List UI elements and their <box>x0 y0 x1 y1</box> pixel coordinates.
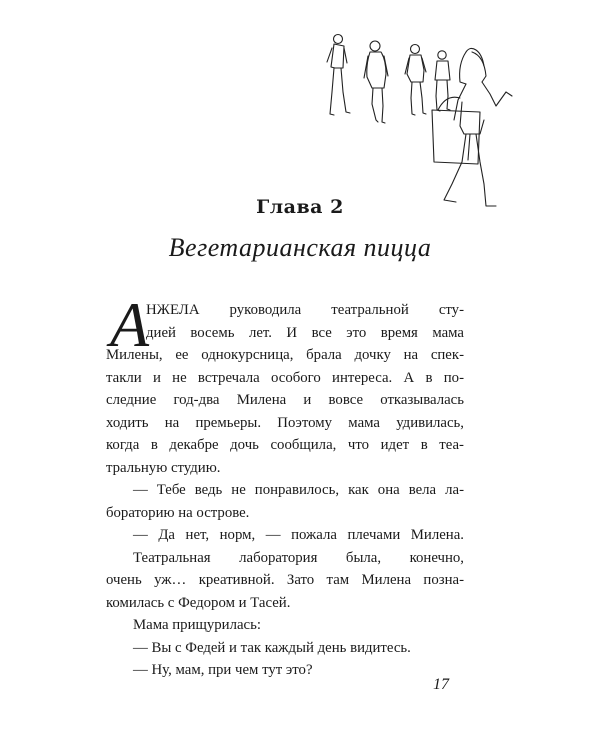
person-figure-1 <box>327 35 350 116</box>
text-line-16: — Вы с Федей и так каждый день видитесь. <box>133 639 411 656</box>
chapter-title: Вегетарианская пицца <box>168 233 432 262</box>
text-line-3: Милены, ее однокурсница, брала дочку на спек- <box>106 347 464 363</box>
text-line-10: бораторию на острове. <box>106 504 250 521</box>
text-line-17: — Ну, мам, при чем тут это? <box>133 662 313 678</box>
text-line-12: Театральная лаборатория была, конечно, <box>133 549 464 566</box>
text-line-5: следние год-два Милена и вовсе отказывалась <box>106 392 464 408</box>
text-line-2: дией восемь лет. И все это время мама <box>146 324 464 341</box>
person-figure-5-foreground <box>432 48 512 206</box>
chapter-number: Глава 2 <box>256 196 344 218</box>
text-line-6: ходить на премьеры. Поэтому мама удивилась, <box>106 414 464 431</box>
body-text <box>106 289 464 682</box>
drop-cap-letter: А <box>110 289 150 360</box>
text-line-8: тральную студию. <box>106 459 221 476</box>
person-figure-3 <box>405 45 426 116</box>
page-number: 17 <box>433 676 449 693</box>
person-figure-2 <box>364 41 388 123</box>
text-line-15: Мама прищурилась: <box>133 617 261 633</box>
text-line-1: НЖЕЛА руководила театральной сту- <box>146 302 464 318</box>
text-line-13: очень уж… креативной. Зато там Милена позна- <box>106 572 464 588</box>
text-line-14: комилась с Федором и Тасей. <box>106 594 291 611</box>
text-line-9: — Тебе ведь не понравилось, как она вела ла- <box>133 482 464 498</box>
text-line-7: когда в декабре дочь сообщила, что идет в теа- <box>106 437 464 453</box>
person-figure-4 <box>435 51 450 111</box>
text-line-4: такли и не встречала особого интереса. А в по- <box>106 369 464 386</box>
text-line-11: — Да нет, норм, — пожала плечами Милена. <box>133 527 464 543</box>
walking-people-illustration <box>320 22 520 212</box>
